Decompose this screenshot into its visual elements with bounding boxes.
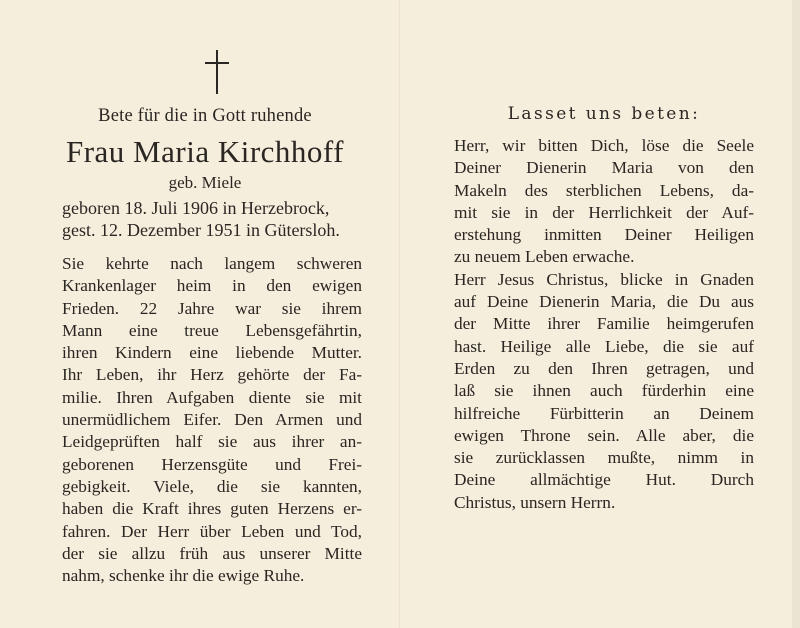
prayer-line: Erden zu den Ihren getragen, und	[454, 358, 754, 378]
deceased-name: Frau Maria Kirchhoff	[65, 134, 344, 169]
card-edge	[792, 0, 800, 628]
life-dates	[62, 197, 362, 241]
bio-line: Ihr Leben, ihr Herz gehörte der Fa-	[62, 365, 362, 385]
prayer-line: laß sie ihnen auch fürderhin eine	[454, 381, 754, 401]
prayer-line: Herr Jesus Christus, blicke in Gnaden	[454, 269, 754, 289]
birth-line: geboren 18. Juli 1906 in Herzebrock,	[62, 198, 330, 218]
prayer-line: zu neuem Leben erwache.	[454, 247, 635, 267]
bio-line: unermüdlichem Eifer. Den Armen und	[62, 410, 362, 430]
prayer-line: hast. Heilige alle Liebe, die sie auf	[454, 336, 754, 356]
prayer-line: Deine allmächtige Hut. Durch	[454, 470, 754, 490]
bio-line: Frieden. 22 Jahre war sie ihrem	[62, 298, 362, 318]
maiden-name: geb. Miele	[168, 173, 242, 192]
death-line: gest. 12. Dezember 1951 in Gütersloh.	[62, 220, 340, 240]
prayer-line: hilfreiche Fürbitterin an Deinem	[454, 403, 754, 423]
bio-line: Mann eine treue Lebensgefährtin,	[62, 320, 362, 340]
left-panel	[40, 0, 370, 628]
bio-line: gebigkeit. Viele, die sie kannten,	[62, 476, 362, 496]
prayer-title: Lasset uns beten:	[507, 104, 701, 124]
cross-icon	[202, 50, 232, 94]
right-panel	[450, 0, 758, 628]
bio-line: fahren. Der Herr über Leben und Tod,	[62, 521, 362, 541]
prayer-line: Herr, wir bitten Dich, löse die Seele	[454, 136, 754, 155]
bio-line: ihren Kindern eine liebende Mutter.	[62, 343, 362, 363]
bio-line: geborenen Herzensgüte und Frei-	[62, 454, 362, 474]
bio-line: haben die Kraft ihres guten Herzens er-	[62, 499, 362, 519]
prayer-line: der Mitte ihrer Familie heimgerufen	[454, 314, 754, 334]
prayer-line: Christus, unsern Herrn.	[454, 492, 616, 512]
bio-line: nahm, schenke ihr die ewige Ruhe.	[62, 566, 305, 586]
prayer-line: auf Deine Dienerin Maria, die Du aus	[454, 292, 754, 312]
bio-line: der sie allzu früh aus unserer Mitte	[62, 543, 362, 563]
prayer-line: Deiner Dienerin Maria von den	[454, 158, 754, 178]
prayer-line: erstehung inmitten Deiner Heiligen	[454, 225, 754, 245]
prayer-line: mit sie in der Herrlichkeit der Auf-	[454, 202, 754, 222]
intro-text: Bete für die in Gott ruhende	[98, 106, 312, 126]
card-fold	[399, 0, 401, 628]
biography-text	[62, 253, 362, 587]
prayer-text	[454, 135, 754, 514]
prayer-line: sie zurücklassen mußte, nimm in	[454, 448, 754, 468]
bio-line: Sie kehrte nach langem schweren	[62, 254, 362, 273]
prayer-line: Makeln des sterblichen Lebens, da-	[454, 180, 754, 200]
bio-line: Krankenlager heim in den ewigen	[62, 276, 362, 296]
bio-line: milie. Ihren Aufgaben diente sie mit	[62, 387, 362, 407]
bio-line: Leidgeprüften half sie aus ihrer an-	[62, 432, 362, 452]
prayer-line: ewigen Throne sein. Alle aber, die	[454, 425, 754, 445]
